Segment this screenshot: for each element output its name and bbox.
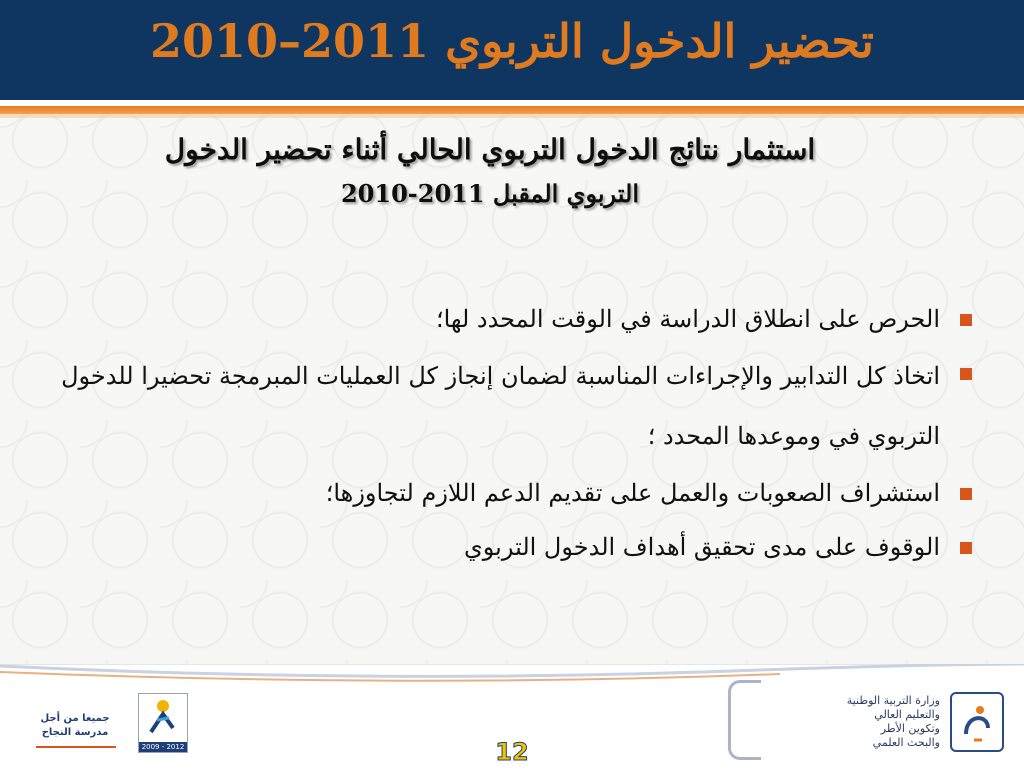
ministry-line: وزارة التربية الوطنية [846,694,940,707]
left-logo-line-2: مدرسة النجاح [41,727,109,738]
ministry-line: والتعليم العالي [874,708,940,721]
bullet-item [20,292,980,346]
emblem-years: 2009 - 2012 [139,742,187,752]
bullet-text: الوقوف على مدى تحقيق أهداف الدخول التربوي [463,533,940,561]
bullet-list [20,292,980,574]
bullet-item [20,520,980,574]
bullet-text: الحرص على انطلاق الدراسة في الوقت المحدد لها؛ [435,305,940,333]
slide-title: تحضير الدخول التربوي 2011–2010 [150,14,874,68]
left-logo-line-1: جميعا من أجل [40,713,110,724]
subtitle-line-1: استثمار نتائج الدخول التربوي الحالي أثناء تحضير الدخول [164,133,816,166]
program-emblem-icon [138,693,188,753]
ministry-line: والبحث العلمي [872,736,940,749]
bullet-square-icon [960,542,972,554]
bullet-item [20,346,980,466]
ministry-name [750,694,940,750]
bullet-square-icon [960,314,972,326]
title-bar [0,0,1024,100]
bullet-square-icon [960,368,972,380]
left-logo [30,712,120,740]
page-number: 12 [495,738,529,766]
runner-star-icon [139,694,187,740]
header-divider-light [0,114,1024,118]
bullet-text: اتخاذ كل التدابير والإجراءات المناسبة لضمان إنجاز كل العمليات المبرمجة تحضيرا للدخول التربوي في وموعدها المحدد ؛ [61,362,940,450]
ministry-line: وتكوين الأطر [880,722,940,735]
header-divider-orange [0,106,1024,114]
footer-swoosh-icon [0,664,1024,684]
left-logo-underline [36,746,116,748]
ministry-symbol-icon [952,694,1002,750]
bullet-square-icon [960,488,972,500]
subtitle-line-2: التربوي المقبل 2011-2010 [340,179,639,208]
ministry-logo-icon [950,692,1004,752]
slide-subtitle [110,128,870,216]
bullet-text: استشراف الصعوبات والعمل على تقديم الدعم اللازم لتجاوزها؛ [325,479,940,507]
bullet-item [20,466,980,520]
